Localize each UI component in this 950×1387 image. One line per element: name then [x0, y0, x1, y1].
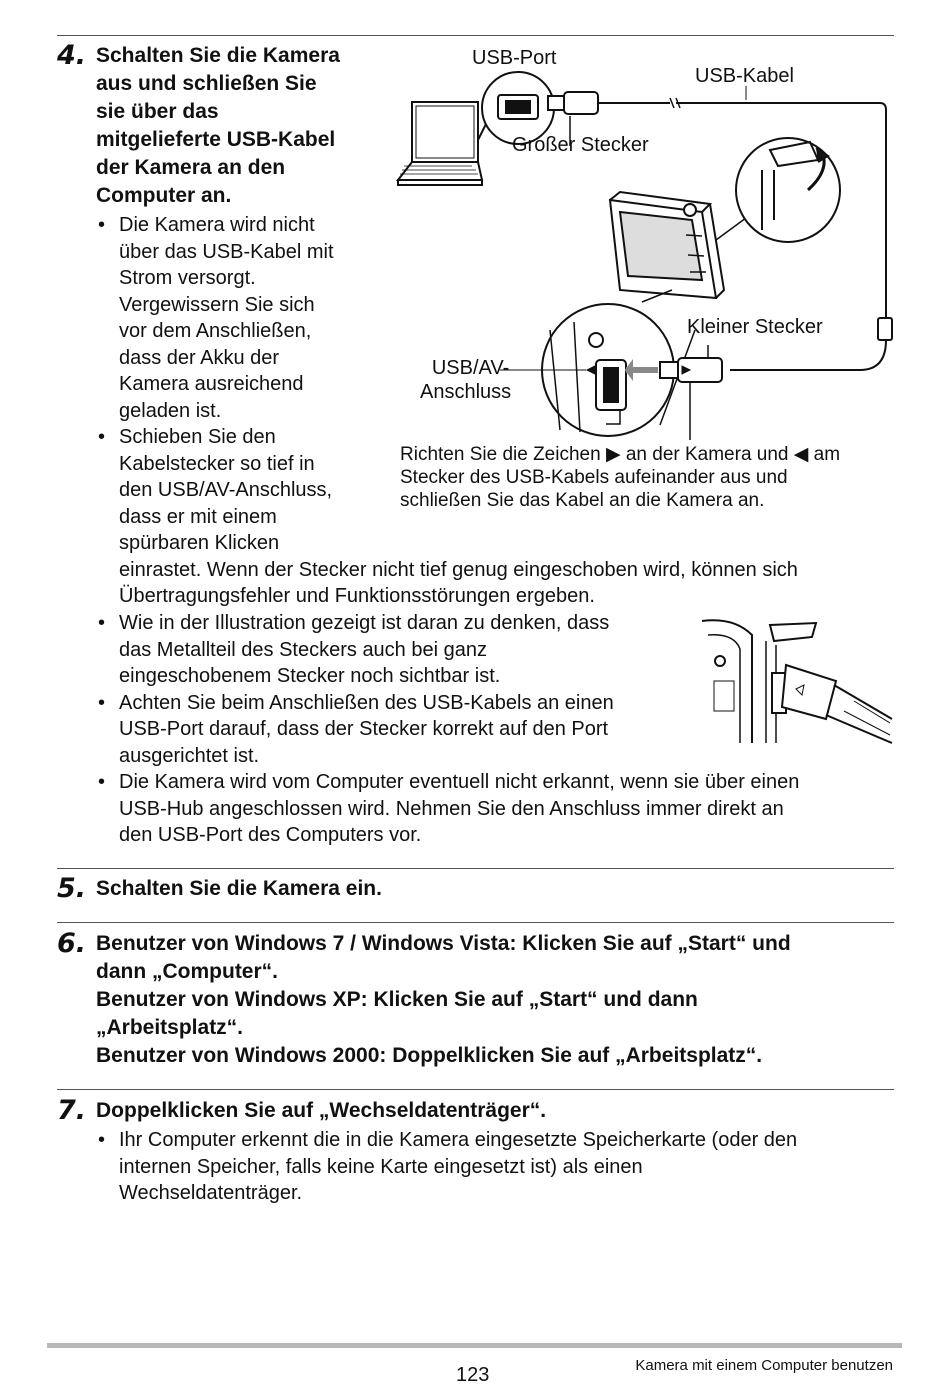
step-4-bullet-2: • Schieben Sie den Kabelstecker so tief in den USB/AV-Anschluss, dass er mit einem spürbaren Klicken einrastet. Wenn der Stecker nicht tief genug eingeschoben wird, können sich Übertragungsfehler und Funktionsstörungen ergeben. — [96, 424, 386, 610]
label-kleiner-stecker: Kleiner Stecker — [687, 316, 823, 338]
step-6-heading: Benutzer von Windows 7 / Windows Vista: Klicken Sie auf „Start“ und dann „Computer“. Benutzer von Windows XP: Klicken Sie auf „Start“ und dann „Arbeitsplatz“. Benutzer von Windows 2000: Doppelklicken Sie auf „Arbeitsplatz“. — [96, 932, 791, 1067]
step-7-bullet-1: • Ihr Computer erkennt die in die Kamera eingesetzte Speicherkarte (oder den internen Speicher, falls keine Karte eingesetzt ist) als einen Wechseldatenträger. — [96, 1127, 896, 1207]
step-4-bullet-3: • Wie in der Illustration gezeigt ist daran zu denken, dass das Metallteil des Steckers auch bei ganz eingeschobenem Stecker noch sichtbar ist. — [96, 610, 696, 690]
laptop-illustration — [398, 102, 482, 185]
label-usb-port: USB-Port — [472, 47, 557, 69]
footer-section-title: Kamera mit einem Computer benutzen — [635, 1357, 893, 1374]
label-usb-av-anschluss: USB/AV- Anschluss — [420, 357, 512, 403]
step-5-number: 5. — [57, 873, 87, 904]
divider-step-6 — [57, 922, 894, 923]
page-number: 123 — [456, 1364, 490, 1386]
label-usb-kabel: USB-Kabel — [695, 65, 794, 87]
step-4-bullet-5: • Die Kamera wird vom Computer eventuell nicht erkannt, wenn sie über einen USB-Hub angeschlossen wird. Nehmen Sie den Anschluss immer direkt an den USB-Port des Computers vor. — [96, 769, 696, 849]
label-grosser-stecker: Großer Stecker — [512, 134, 649, 156]
top-divider — [57, 35, 894, 36]
step-4-bullet-4: • Achten Sie beim Anschließen des USB-Kabels an einen USB-Port darauf, dass der Stecker korrekt auf den Port ausgerichtet ist. — [96, 690, 696, 770]
camera-illustration — [610, 192, 750, 298]
plug-detail-illustration — [694, 615, 894, 745]
divider-step-5 — [57, 868, 894, 869]
step-6-number: 6. — [57, 928, 87, 959]
step-4-bullets-mid — [96, 610, 800, 849]
step-5-heading: Schalten Sie die Kamera ein. — [96, 877, 382, 900]
step-4-heading: Schalten Sie die Kamera aus und schließen Sie sie über das mitgelieferte USB-Kabel der Kamera an den Computer an. — [96, 44, 340, 207]
divider-step-7 — [57, 1089, 894, 1090]
step-7-heading: Doppelklicken Sie auf „Wechseldatenträger“. — [96, 1099, 547, 1122]
step-4-bullet-1: • Die Kamera wird nicht über das USB-Kabel mit Strom versorgt. Vergewissern Sie sich vor dem Anschließen, dass der Akku der Kamera ausreichend geladen ist. — [96, 212, 386, 424]
step-4-number: 4. — [57, 40, 87, 71]
footer-bar — [47, 1343, 902, 1348]
step-7-number: 7. — [57, 1095, 87, 1126]
figure-caption: Richten Sie die Zeichen ▶ an der Kamera und ◀ am Stecker des USB-Kabels aufeinander aus und schließen Sie das Kabel an die Kamera an. — [400, 444, 841, 511]
step-7-bullets — [96, 1127, 896, 1207]
cover-open-zoom — [736, 138, 840, 242]
